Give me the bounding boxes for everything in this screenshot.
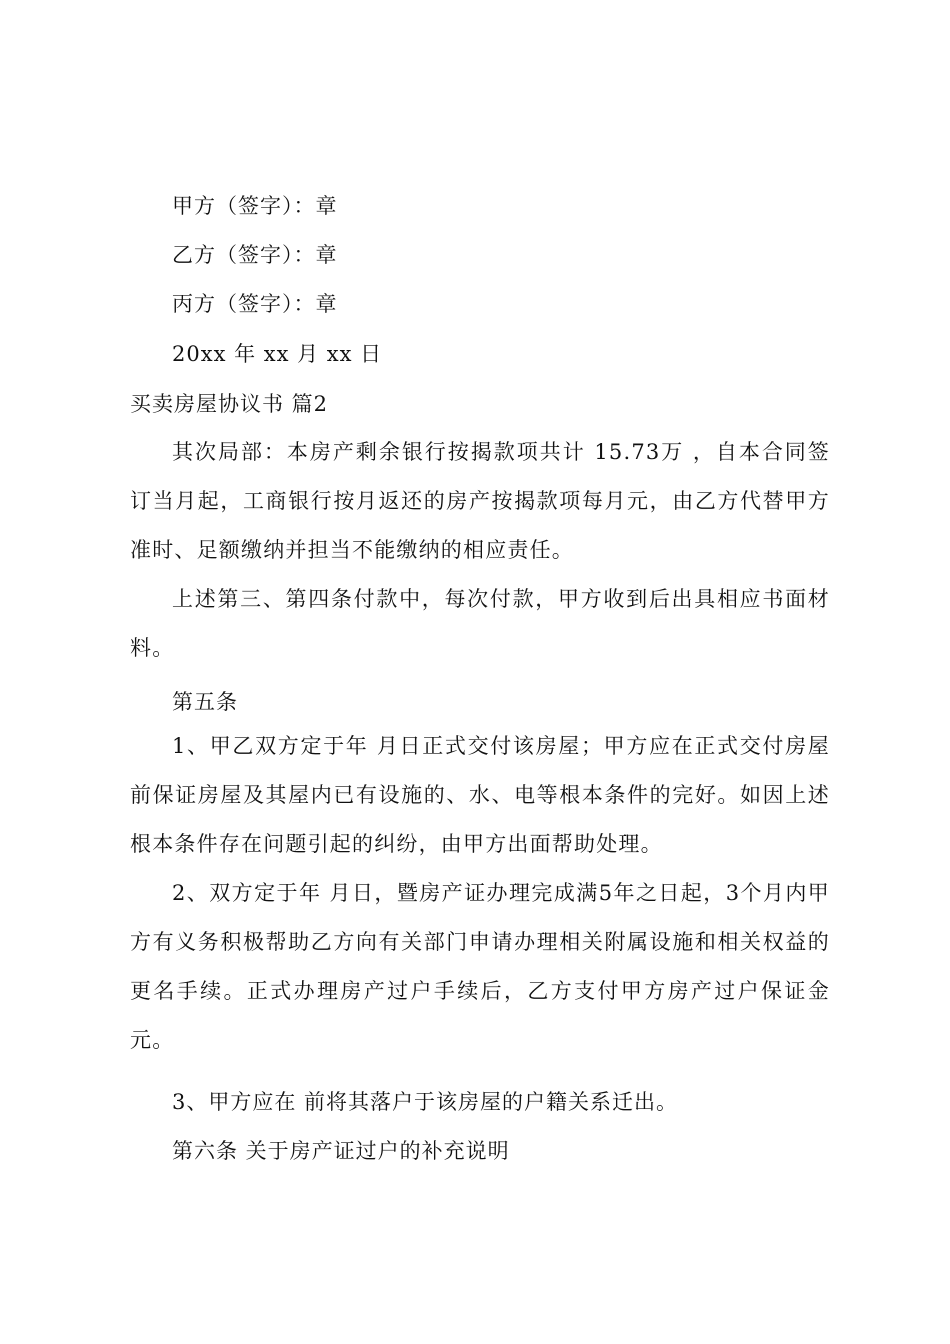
article-five-item-3: 3、甲方应在 前将其落户于该房屋的户籍关系迁出。	[172, 1090, 679, 1114]
article-five-item-2: 2、双方定于年 月日，暨房产证办理完成满5年之日起，3个月内甲方有义务积极帮助乙方向有关部门申请办理相关附属设施和相关权益的更名手续。正式办理房产过户手续后，乙方支付甲方房产过户保证金元。	[130, 881, 830, 1052]
paragraph-payment: 上述第三、第四条付款中，每次付款，甲方收到后出具相应书面材料。	[130, 587, 830, 660]
article-six-heading: 第六条 关于房产证过户的补充说明	[172, 1139, 510, 1163]
paragraph-mortgage: 其次局部：本房产剩余银行按揭款项共计 15.73万 ，自本合同签订当月起，工商银行按月返还的房产按揭款项每月元，由乙方代替甲方准时、足额缴纳并担当不能缴纳的相应责任。	[130, 440, 830, 562]
signature-date: 20xx 年 xx 月 xx 日	[172, 342, 383, 366]
article-five-item-1: 1、甲乙双方定于年 月日正式交付该房屋；甲方应在正式交付房屋前保证房屋及其屋内已有设施的、水、电等根本条件的完好。如因上述根本条件存在问题引起的纠纷，由甲方出面帮助处理。	[130, 734, 830, 856]
signature-party-a: 甲方（签字）：章	[172, 194, 338, 218]
section-title: 买卖房屋协议书 篇2	[130, 392, 329, 416]
signature-party-b: 乙方（签字）：章	[172, 243, 338, 267]
article-five-heading: 第五条	[172, 690, 238, 714]
signature-party-c: 丙方（签字）：章	[172, 292, 338, 316]
